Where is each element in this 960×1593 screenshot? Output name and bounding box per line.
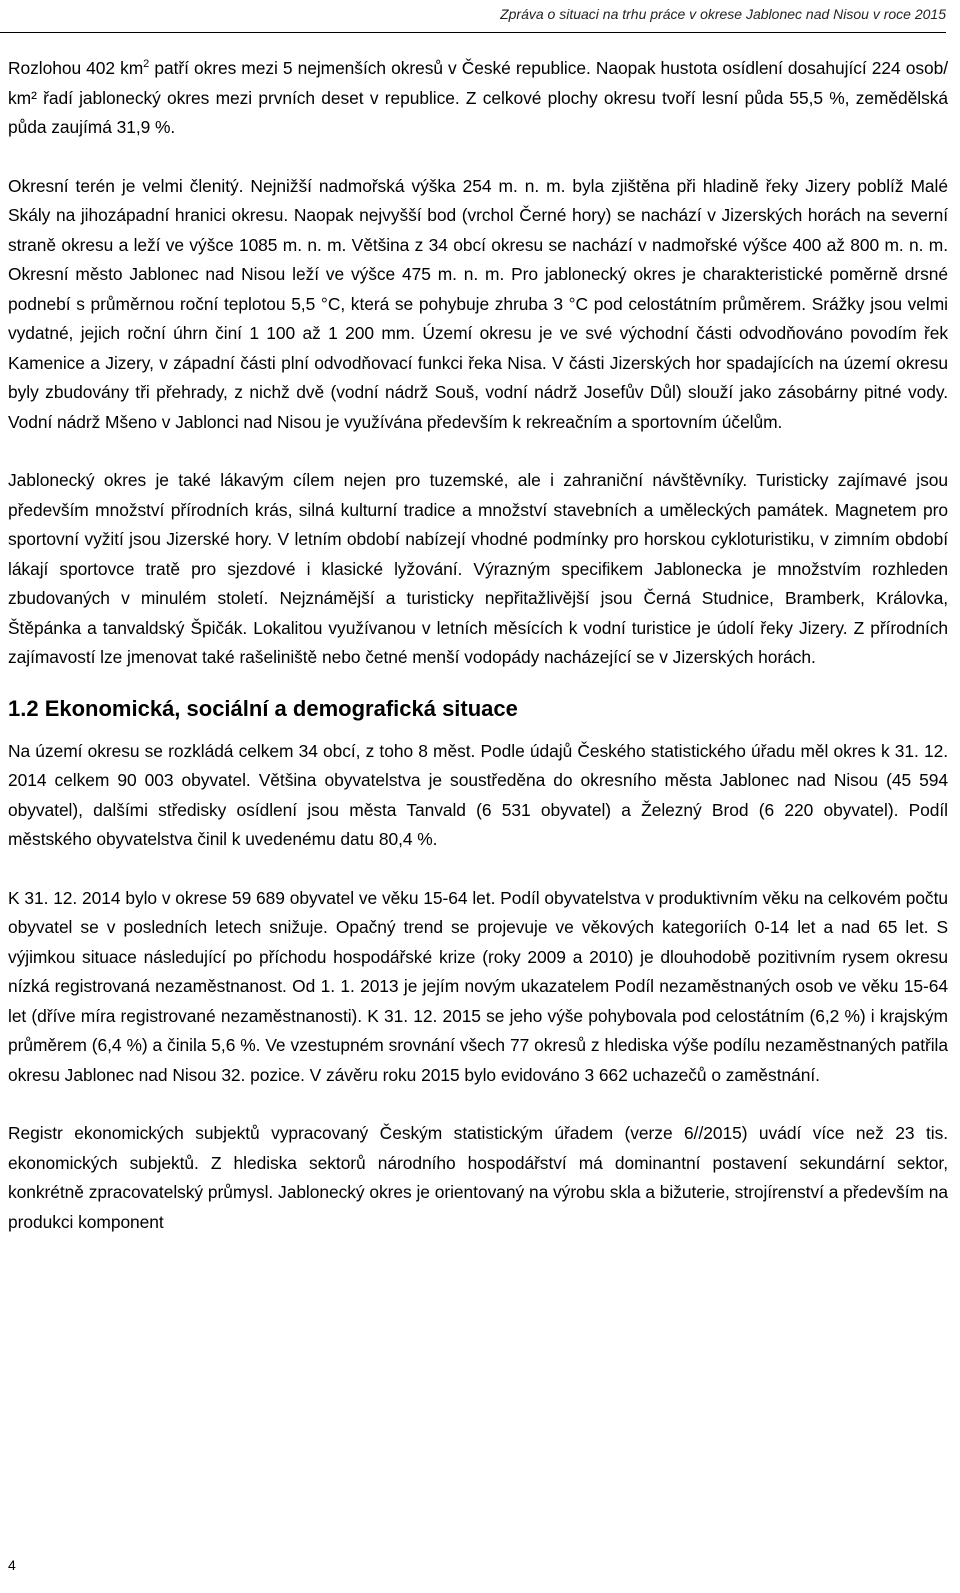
- section-heading: 1.2 Ekonomická, sociální a demografická situace: [8, 695, 518, 721]
- paragraph-economy: Registr ekonomických subjektů vypracovaný Českým statistickým úřadem (verze 6//2015) uvádí více než 23 tis. ekonomických subjektů. Z hlediska sektorů národního hospodářství má dominantní postavení sekundární sektor, konkrétně zpracovatelský průmysl. Jablonecký okres je orientovaný na výrobu skla a bižuterie, strojírenství a především na produkci komponent: [8, 1123, 948, 1232]
- running-header-title: Zpráva o situaci na trhu práce v okrese Jablonec nad Nisou v roce 2015: [500, 6, 946, 22]
- superscript-2: 2: [143, 58, 150, 71]
- document-body: [8, 54, 948, 1237]
- paragraph-area-text-a: Rozlohou 402 km: [8, 58, 144, 78]
- paragraph-terrain: Okresní terén je velmi členitý. Nejnižší nadmořská výška 254 m. n. m. byla zjištěna při hladině řeky Jizery poblíž Malé Skály na jihozápadní hranici okresu. Naopak nejvyšší bod (vrchol Černé hory) se nachází v Jizerských horách na severní straně okresu a leží ve výšce 1085 m. n. m. Většina z 34 obcí okresu se nachází v nadmořské výšce 400 až 800 m. n. m. Okresní město Jablonec nad Nisou leží ve výšce 475 m. n. m. Pro jablonecký okres je charakteristické poměrně drsné podnebí s průměrnou roční teplotou 5,5 °C, která se pohybuje zhruba 3 °C pod celostátním průměrem. Srážky jsou velmi vydatné, jejich roční úhrn činí 1 100 až 1 200 mm. Území okresu je ve své východní části odvodňováno povodím řek Kamenice a Jizery, v západní části plní odvodňovací funkci řeka Nisa. V části Jizerských hor spadajících na území okresu byly zbudovány tři přehrady, z nichž dvě (vodní nádrž Souš, vodní nádrž Josefův Důl) slouží jako zásobárny pitné vody. Vodní nádrž Mšeno v Jablonci nad Nisou je využívána především k rekreačním a sportovním účelům.: [8, 175, 948, 432]
- paragraph-tourism: Jablonecký okres je také lákavým cílem nejen pro tuzemské, ale i zahraniční návštěvníky. Turisticky zajímavé jsou především množství přírodních krás, silná kulturní tradice a množství stavebních a uměleckých památek. Magnetem pro sportovní vyžití jsou Jizerské hory. V letním období nabízejí vhodné podmínky pro horskou cykloturistiku, v zimním období lákají sportovce tratě pro sjezdové i klasické lyžování. Výrazným specifikem Jablonecka je množstvím rozhleden zbudovaných v minulém století. Nejznámější a turisticky nepřitažlivější jsou Černá Studnice, Bramberk, Královka, Štěpánka a tanvaldský Špičák. Lokalitou využívanou v letních měsících k vodní turistice je údolí řeky Jizery. Z přírodních zajímavostí lze jmenovat také rašeliniště nebo četné menší vodopády nacházející se v Jizerských horách.: [8, 470, 948, 667]
- page-number: 4: [8, 1557, 16, 1573]
- paragraph-area: [8, 54, 948, 143]
- paragraph-unemployment: K 31. 12. 2014 bylo v okrese 59 689 obyvatel ve věku 15-64 let. Podíl obyvatelstva v produktivním věku na celkovém počtu obyvatel se v posledních letech snižuje. Opačný trend se projevuje ve věkových kategoriích 0-14 let a nad 65 let. S výjimkou situace následující po příchodu hospodářské krize (roky 2009 a 2010) je dlouhodobě pozitivním rysem okresu nízká registrovaná nezaměstnanost. Od 1. 1. 2013 je jejím novým ukazatelem Podíl nezaměstnaných osob ve věku 15-64 let (dříve míra registrované nezaměstnanosti). K 31. 12. 2015 se jeho výše pohybovala pod celostátním (6,2 %) i krajským průměrem (6,4 %) a činila 5,6 %. Ve vzestupném srovnání všech 77 okresů z hlediska výše podílu nezaměstnaných patřila okresu Jablonec nad Nisou 32. pozice. V závěru roku 2015 bylo evidováno 3 662 uchazečů o zaměstnání.: [8, 887, 948, 1085]
- page-header: [0, 0, 946, 33]
- paragraph-area-text-b: patří okres mezi 5 nejmenších okresů v České republice. Naopak hustota osídlení dosahující 224 osob/ km² řadí jablonecký okres mezi prvních deset v republice. Z celkové plochy okresu tvoří lesní půda 55,5 %, zemědělská půda zaujímá 31,9 %.: [8, 58, 948, 137]
- paragraph-population: Na území okresu se rozkládá celkem 34 obcí, z toho 8 měst. Podle údajů Českého statistického úřadu měl okres k 31. 12. 2014 celkem 90 003 obyvatel. Většina obyvatelstva je soustředěna do okresního města Jablonec nad Nisou (45 594 obyvatel), dalšími středisky osídlení jsou města Tanvald (6 531 obyvatel) a Železný Brod (6 220 obyvatel). Podíl městského obyvatelstva činil k uvedenému datu 80,4 %.: [8, 740, 948, 849]
